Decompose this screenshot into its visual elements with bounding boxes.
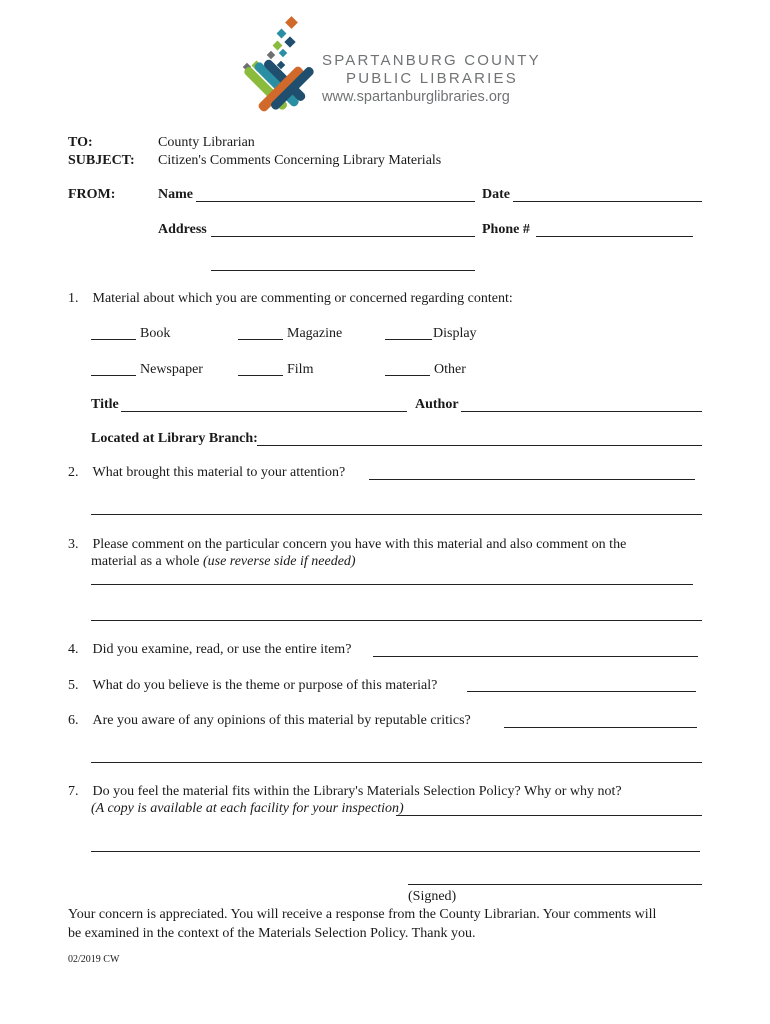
from-label: FROM: — [68, 187, 116, 202]
title-label: Title — [91, 397, 119, 412]
address-label: Address — [158, 222, 207, 237]
magazine-blank[interactable] — [238, 339, 283, 340]
question-5: 5. What do you believe is the theme or purpose of this material? — [68, 678, 438, 693]
newspaper-blank[interactable] — [91, 375, 136, 376]
name-label: Name — [158, 187, 193, 202]
subject-label: SUBJECT: — [68, 153, 135, 168]
option-other: Other — [434, 362, 466, 377]
branch-field[interactable] — [257, 445, 702, 446]
q4-answer-line[interactable] — [373, 656, 698, 657]
option-newspaper: Newspaper — [140, 362, 203, 377]
question-3-note: (use reverse side if needed) — [202, 554, 356, 569]
org-name-line1: SPARTANBURG COUNTY — [322, 52, 541, 69]
address-field[interactable] — [211, 236, 475, 237]
date-field[interactable] — [513, 201, 702, 202]
q3-answer-line1[interactable] — [91, 584, 693, 585]
author-label: Author — [415, 397, 459, 412]
option-magazine: Magazine — [287, 326, 343, 341]
display-blank[interactable] — [385, 339, 432, 340]
branch-label: Located at Library Branch: — [91, 431, 258, 446]
address-field-line2[interactable] — [211, 270, 475, 271]
form-code: 02/2019 CW — [68, 954, 120, 965]
question-3-text: material as a whole — [91, 554, 200, 569]
q2-answer-line1[interactable] — [369, 479, 695, 480]
library-logo-icon — [240, 14, 320, 118]
closing-line2: be examined in the context of the Materials Selection Policy. Thank you. — [68, 926, 476, 941]
closing-line1: Your concern is appreciated. You will receive a response from the County Librarian. Your comments will — [68, 907, 657, 922]
phone-field[interactable] — [536, 236, 693, 237]
book-blank[interactable] — [91, 339, 136, 340]
option-display: Display — [433, 326, 477, 341]
q7-answer-line2[interactable] — [91, 851, 700, 852]
signature-line[interactable] — [408, 884, 702, 885]
question-6: 6. Are you aware of any opinions of this material by reputable critics? — [68, 713, 471, 728]
q7-answer-line1[interactable] — [396, 815, 702, 816]
subject-value: Citizen's Comments Concerning Library Materials — [158, 153, 442, 168]
q3-answer-line2[interactable] — [91, 620, 702, 621]
q2-answer-line2[interactable] — [91, 514, 702, 515]
option-film: Film — [287, 362, 314, 377]
org-name-line2: PUBLIC LIBRARIES — [346, 70, 518, 87]
other-blank[interactable] — [385, 375, 430, 376]
q5-answer-line[interactable] — [467, 691, 696, 692]
name-field[interactable] — [196, 201, 475, 202]
to-label: TO: — [68, 135, 93, 150]
phone-label: Phone # — [482, 222, 530, 237]
question-4: 4. Did you examine, read, or use the entire item? — [68, 642, 352, 657]
signature-label: (Signed) — [408, 889, 457, 904]
question-1: 1. Material about which you are commenting or concerned regarding content: — [68, 291, 513, 306]
question-7-line1: 7. Do you feel the material fits within the Library's Materials Selection Policy? Why or why not? — [68, 784, 622, 799]
website-url: www.spartanburglibraries.org — [322, 89, 510, 105]
date-label: Date — [482, 187, 510, 202]
question-7-note: (A copy is available at each facility for your inspection) — [91, 801, 404, 816]
question-3-line1: 3. Please comment on the particular concern you have with this material and also comment on the — [68, 537, 627, 552]
title-field[interactable] — [121, 411, 407, 412]
author-field[interactable] — [461, 411, 702, 412]
to-value: County Librarian — [158, 135, 255, 150]
question-2: 2. What brought this material to your attention? — [68, 465, 346, 480]
option-book: Book — [140, 326, 171, 341]
film-blank[interactable] — [238, 375, 283, 376]
q6-answer-line2[interactable] — [91, 762, 702, 763]
q6-answer-line1[interactable] — [504, 727, 697, 728]
question-3-line2 — [91, 553, 356, 570]
